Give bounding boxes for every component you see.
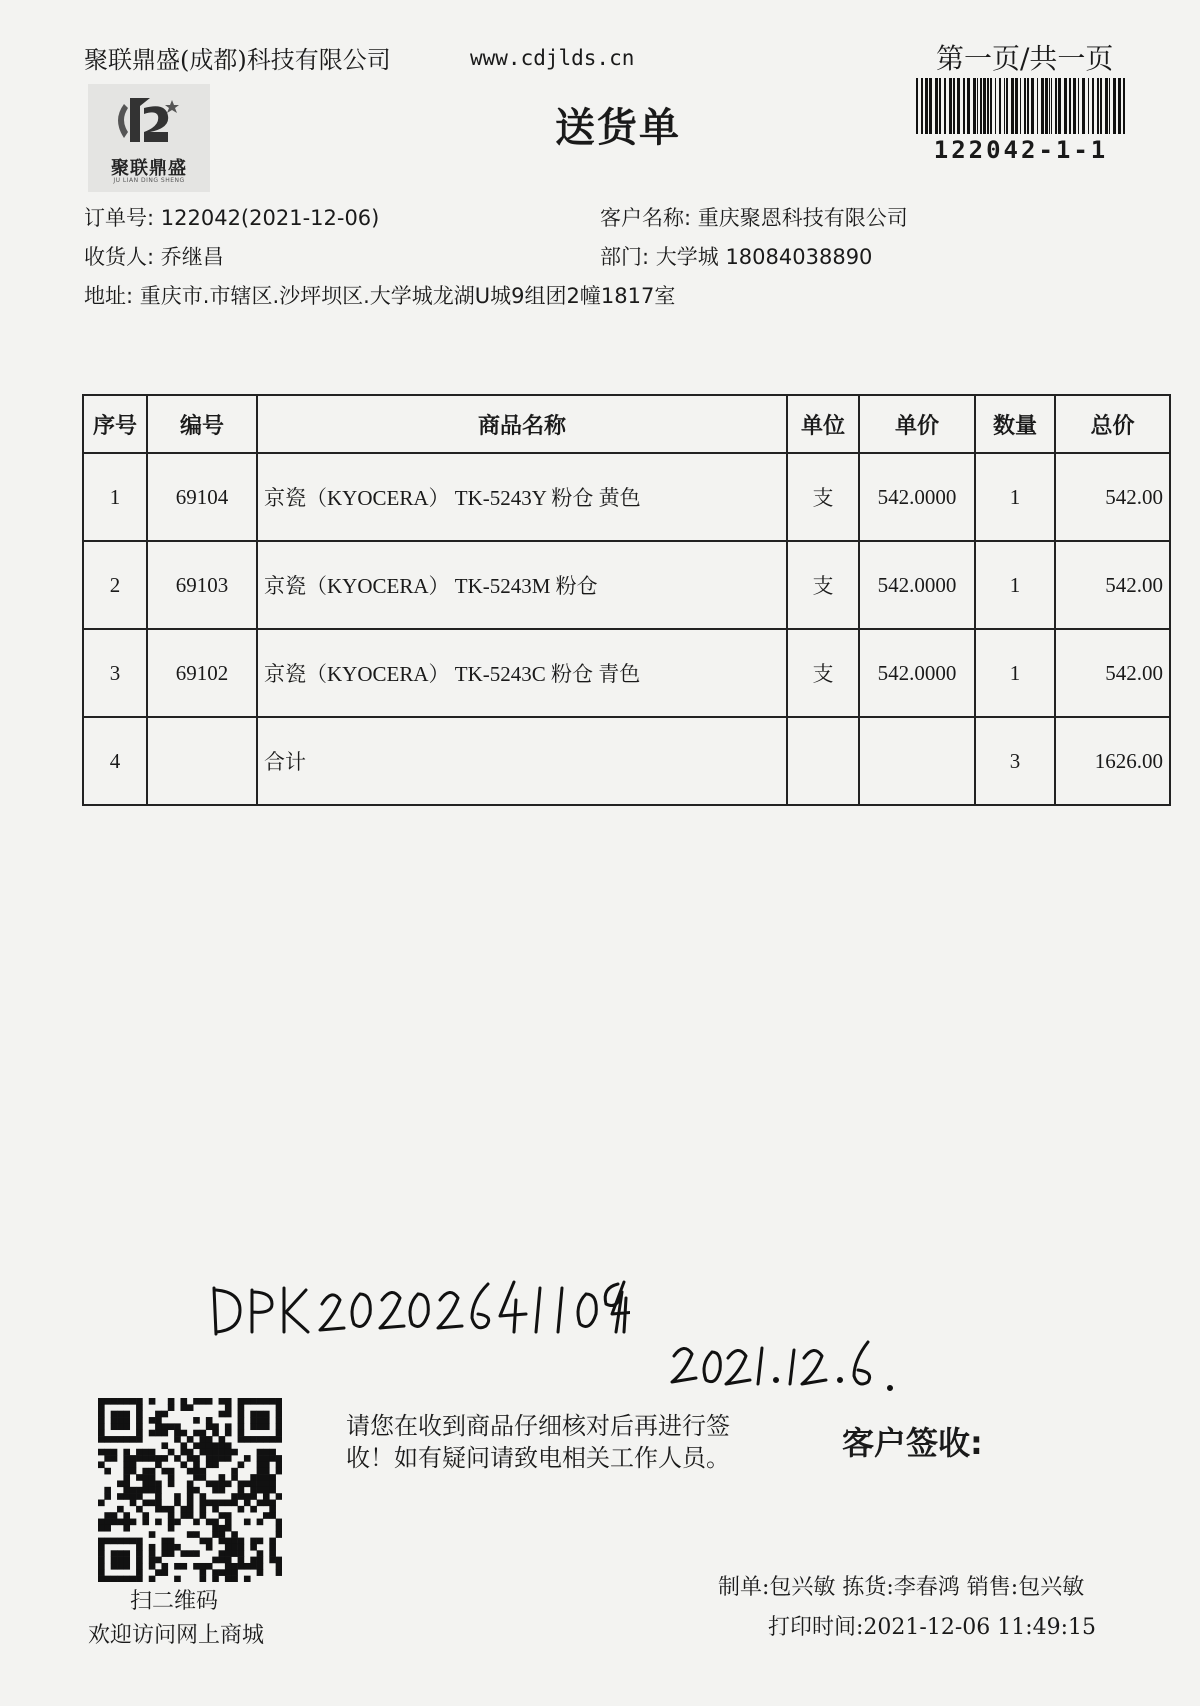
header-unit-price: 单价 [859,395,975,453]
table-row [83,453,1170,541]
logo-name-en: JU LIAN DING SHENG [113,177,185,184]
handwritten-signature-date [668,1336,908,1396]
cell-unit-price: 542.0000 [859,629,975,717]
receiver-label: 收货人: [84,245,155,269]
document-title: 送货单 [555,104,681,151]
cell-unit: 支 [787,629,859,717]
department-line [600,241,872,271]
qr-code-icon [98,1398,282,1582]
cell-product-name: 京瓷（KYOCERA） TK-5243C 粉仓 青色 [257,629,787,717]
cell-total: 542.00 [1055,629,1170,717]
department-value: 大学城 18084038890 [655,245,873,269]
cell-seq: 3 [83,629,147,717]
receipt-notice: 请您在收到商品仔细核对后再进行签收！如有疑问请致电相关工作人员。 [346,1412,730,1472]
staff-info: 制单:包兴敏 拣货:李春鸿 销售:包兴敏 [718,1575,1085,1600]
header-unit: 单位 [787,395,859,453]
cell-seq: 2 [83,541,147,629]
customer-value: 重庆聚恩科技有限公司 [697,206,908,230]
qr-caption-welcome: 欢迎访问网上商城 [88,1623,265,1648]
handwritten-order-reference [210,1270,630,1340]
cell-code: 69103 [147,541,257,629]
receiver-line [84,241,224,271]
cell-quantity: 1 [975,453,1055,541]
cell-unit-price: 542.0000 [859,541,975,629]
cell-product-name: 京瓷（KYOCERA） TK-5243M 粉仓 [257,541,787,629]
cell-seq: 1 [83,453,147,541]
order-number-label: 订单号: [84,206,155,230]
cell-quantity: 1 [975,541,1055,629]
cell-unit: 支 [787,541,859,629]
company-logo [88,84,210,192]
cell-unit-price: 542.0000 [859,453,975,541]
address-label: 地址: [84,284,134,308]
order-number-line [84,202,379,232]
customer-line [600,202,908,232]
header-code: 编号 [147,395,257,453]
order-number-value: 122042(2021-12-06) [160,206,380,230]
logo-emblem-icon [110,92,186,150]
header-product-name: 商品名称 [257,395,787,453]
cell-code: 69104 [147,453,257,541]
table-header-row [83,395,1170,453]
table-row [83,541,1170,629]
cell-code [147,717,257,805]
header-seq: 序号 [83,395,147,453]
cell-code: 69102 [147,629,257,717]
header-quantity: 数量 [975,395,1055,453]
print-time: 打印时间:2021-12-06 11:49:15 [768,1615,1097,1640]
table-total-row [83,717,1170,805]
cell-unit: 支 [787,453,859,541]
cell-total-label: 合计 [257,717,787,805]
items-table [82,394,1171,806]
table-row [83,629,1170,717]
customer-signature-label: 客户签收: [842,1424,983,1462]
cell-product-name: 京瓷（KYOCERA） TK-5243Y 粉仓 黄色 [257,453,787,541]
company-website: www.cdjlds.cn [470,46,635,70]
customer-label: 客户名称: [600,206,692,230]
cell-unit [787,717,859,805]
cell-total: 542.00 [1055,541,1170,629]
page-indicator: 第一页/共一页 [936,42,1114,75]
cell-quantity: 1 [975,629,1055,717]
department-label: 部门: [600,245,650,269]
cell-grand-total: 1626.00 [1055,717,1170,805]
barcode-icon [914,78,1128,134]
company-name: 聚联鼎盛(成都)科技有限公司 [84,46,391,74]
cell-unit-price [859,717,975,805]
cell-total-quantity: 3 [975,717,1055,805]
cell-seq: 4 [83,717,147,805]
address-line [84,280,675,310]
logo-name-cn: 聚联鼎盛 [111,158,187,179]
receiver-value: 乔继昌 [160,245,224,269]
header-total: 总价 [1055,395,1170,453]
barcode-number: 122042-1-1 [933,136,1109,164]
cell-total: 542.00 [1055,453,1170,541]
qr-caption-scan: 扫二维码 [130,1589,219,1614]
address-value: 重庆市.市辖区.沙坪坝区.大学城龙湖U城9组团2幢1817室 [139,284,676,308]
